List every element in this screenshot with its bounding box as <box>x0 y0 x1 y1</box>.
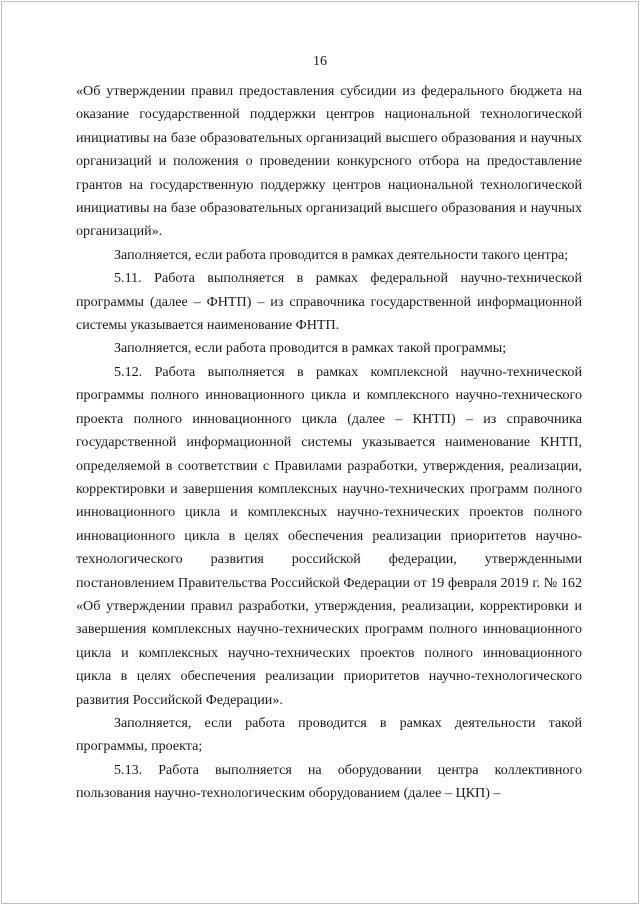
paragraph-decree-title: «Об утверждении правил предоставления субсидии из федерального бюджета на оказание государственной поддержки центров национальной технологической инициативы на базе образовательных организаций высшего образования и научных организаций и положения о проведении конкурсного отбора на предоставление грантов на государственную поддержку центров национальной технологической инициативы на базе образовательных организаций высшего образования и научных организаций». <box>76 83 582 240</box>
paragraph-program-note: Заполняется, если работа проводится в рамках такой программы; <box>114 340 507 357</box>
paragraph-center-note: Заполняется, если работа проводится в рамках деятельности такого центра; <box>114 246 569 263</box>
document-body <box>76 80 582 806</box>
paragraph-5-12: 5.12. Работа выполняется в рамках комплексной научно-технической программы полного инновационного цикла и комплексного научно-технического проекта полного инновационного цикла (далее – КНТП) – из справочника государственной информационной системы указывается наименование КНТП, определяемой в соответствии с Правилами разработки, утверждения, реализации, корректировки и завершения комплексных научно-технических программ полного инновационного цикла и комплексных научно-технических проектов полного инновационного цикла в целях обеспечения реализации приоритетов научно-технологического развития российской федерации, утвержденными постановлением Правительства Российской Федерации от 19 февраля 2019 г. № 162 «Об утверждении правил разработки, утверждения, реализации, корректировки и завершения комплексных научно-технических программ полного инновационного цикла и комплексных научно-технических проектов полного инновационного цикла в целях обеспечения реализации приоритетов научно-технологического развития Российской Федерации». <box>76 363 582 708</box>
paragraph-5-13: 5.13. Работа выполняется на оборудовании центра коллективного пользования научно-технологическим оборудованием (далее – ЦКП) – <box>76 761 582 802</box>
paragraph-5-11: 5.11. Работа выполняется в рамках федеральной научно-технической программы (далее – ФНТП) – из справочника государственной информационной системы указывается наименование ФНТП. <box>76 270 582 334</box>
page-number: 16 <box>313 54 327 69</box>
paragraph-program-project-note: Заполняется, если работа проводится в рамках деятельности такой программы, проекта; <box>76 714 582 755</box>
